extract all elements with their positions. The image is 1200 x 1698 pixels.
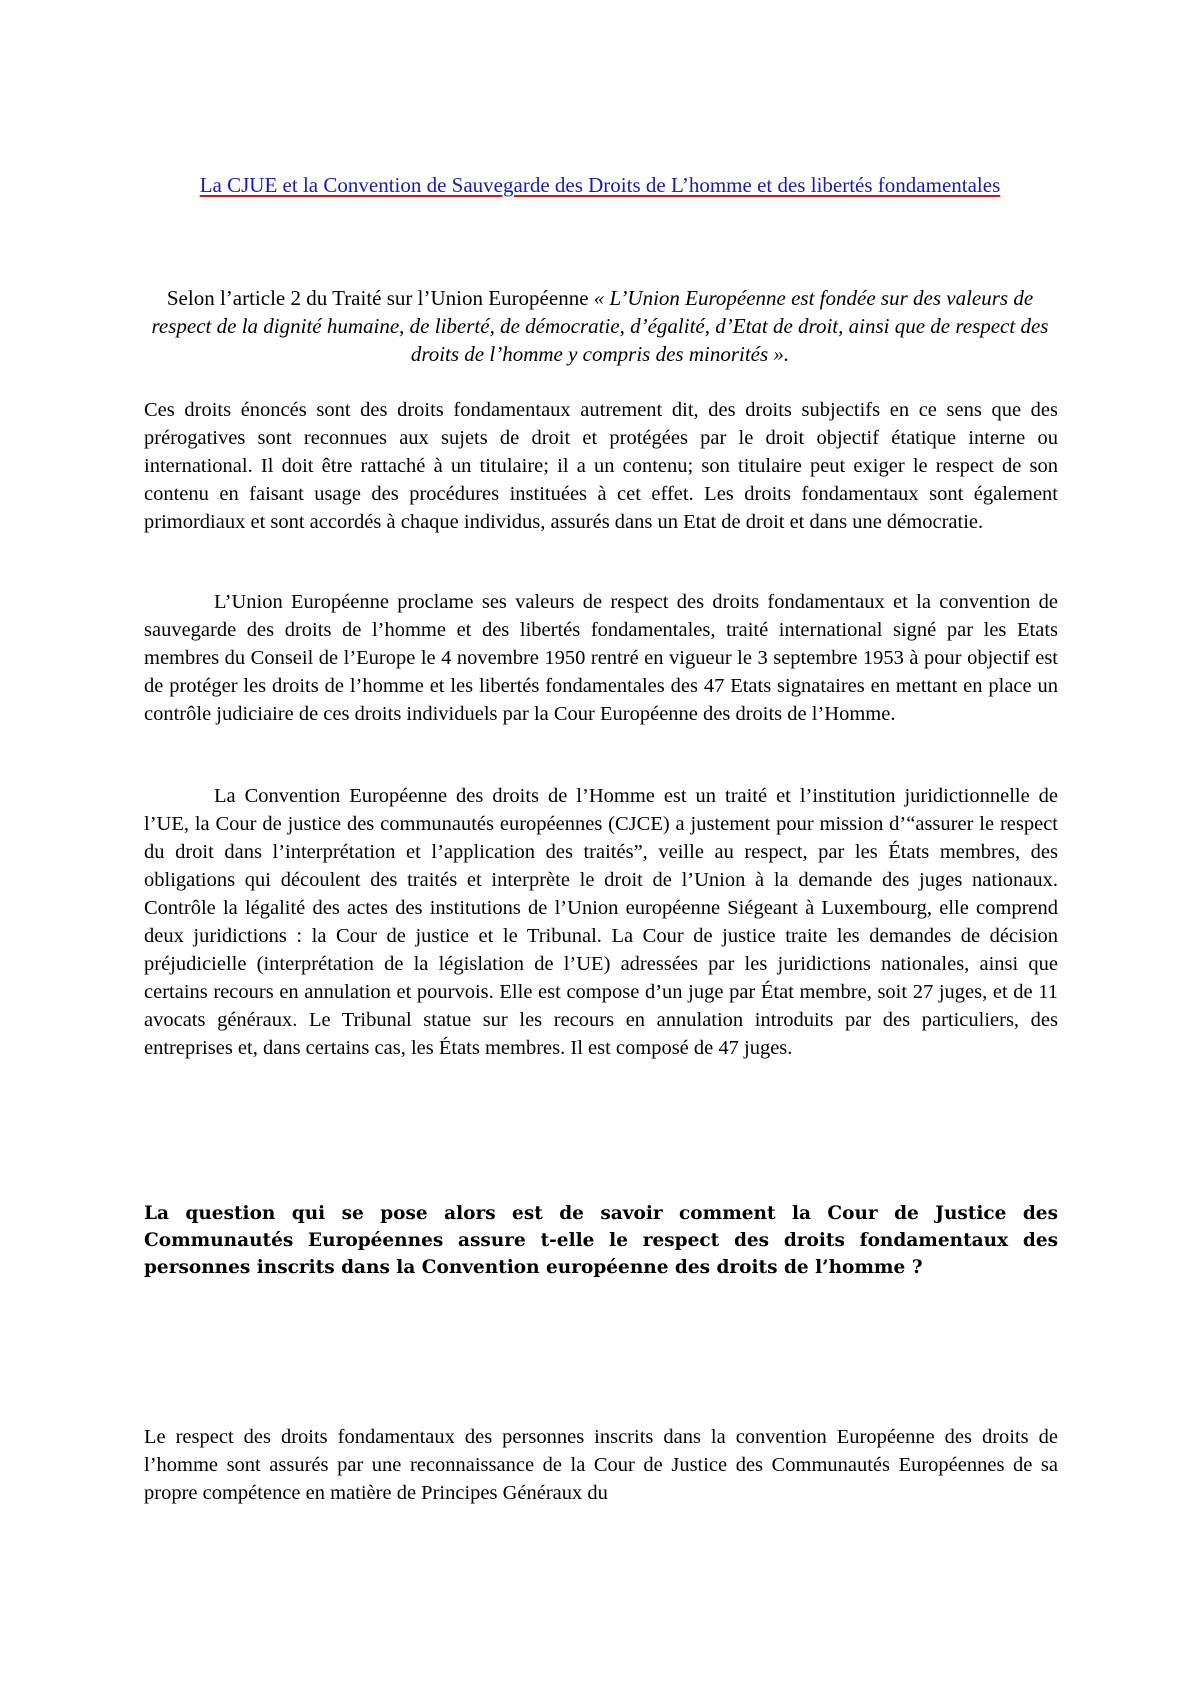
research-question: La question qui se pose alors est de savoir comment la Cour de Justice des Communautés Européennes assure t-elle le respect des droits fondamentaux des personnes inscrits dans la Convention européenne des droits de l’homme ?	[144, 1203, 1058, 1278]
paragraph-closing: Le respect des droits fondamentaux des personnes inscrits dans la convention Européenne des droits de l’homme sont assurés par une reconnaissance de la Cour de Justice des Communautés Européennes de sa propre compétence en matière de Principes Généraux du	[144, 1426, 1058, 1504]
intro-quote: « L’Union Européenne est fondée sur des valeurs de respect de la dignité humaine, de liberté, de démocratie, d’égalité, d’Etat de droit, ainsi que de respect des droits de l’homme y compris des minorités ».	[151, 286, 1049, 366]
document-title: La CJUE et la Convention de Sauvegarde des Droits de L’homme et des libertés fondamentales	[199, 173, 1001, 197]
paragraph-convention: L’Union Européenne proclame ses valeurs de respect des droits fondamentaux et la convention de sauvegarde des droits de l’homme et des libertés fondamentales, traité international signé par les Etats membres du Conseil de l’Europe le 4 novembre 1950 rentré en vigueur le 3 septembre 1953 à pour objectif est de protéger les droits de l’homme et les libertés fondamentales des 47 Etats signataires en mettant en place un contrôle judiciaire de ces droits individuels par la Cour Européenne des droits de l’Homme.	[144, 591, 1058, 725]
paragraph-court-of-justice: La Convention Européenne des droits de l’Homme est un traité et l’institution juridictionnelle de l’UE, la Cour de justice des communautés européennes (CJCE) a justement pour mission d’“assurer le respect du droit dans l’interprétation et l’application des traités”, veille au respect, par les États membres, des obligations qui découlent des traités et interprète le droit de l’Union à la demande des juges nationaux. Contrôle la légalité des actes des institutions de l’Union européenne Siégeant à Luxembourg, elle comprend deux juridictions : la Cour de justice et le Tribunal. La Cour de justice traite les demandes de décision préjudicielle (interprétation de la législation de l’UE) adressées par les juridictions nationales, ainsi que certains recours en annulation et pourvois. Elle est compose d’un juge par État membre, soit 27 juges, et de 11 avocats généraux. Le Tribunal statue sur les recours en annulation introduits par des particuliers, des entreprises et, dans certains cas, les États membres. Il est composé de 47 juges.	[144, 785, 1058, 1059]
paragraph-fundamental-rights: Ces droits énoncés sont des droits fondamentaux autrement dit, des droits subjectifs en ce sens que des prérogatives sont reconnues aux sujets de droit et protégées par le droit objectif étatique interne ou international. Il doit être rattaché à un titulaire; il a un contenu; son titulaire peut exiger le respect de son contenu en faisant usage des procédures instituées à cet effet. Les droits fondamentaux sont également primordiaux et sont accordés à chaque individus, assurés dans un Etat de droit et dans une démocratie.	[144, 399, 1058, 533]
intro-lead: Selon l’article 2 du Traité sur l’Union Européenne	[166, 286, 594, 310]
intro-paragraph	[140, 284, 1060, 368]
